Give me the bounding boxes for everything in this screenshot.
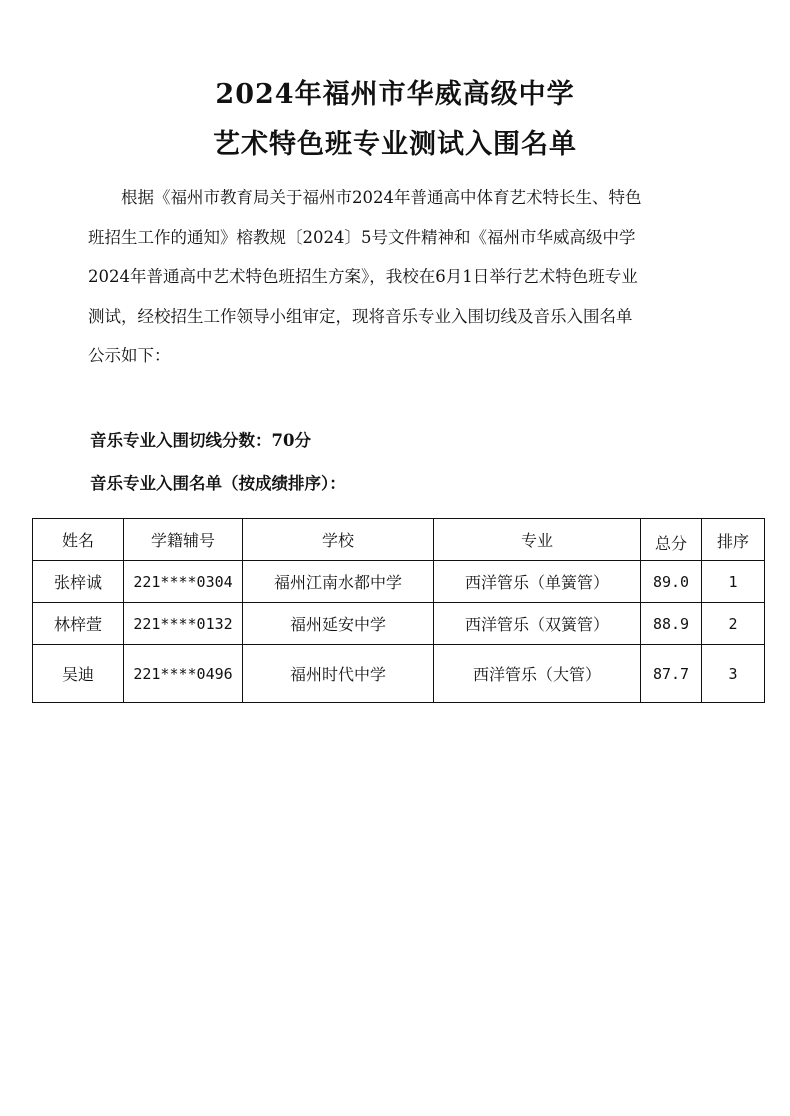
cell-student-id: 221****0304 <box>124 561 243 603</box>
cell-school: 福州江南水都中学 <box>243 561 434 603</box>
cell-school: 福州时代中学 <box>243 645 434 703</box>
body-line: 测试，经校招生工作领导小组审定，现将音乐专业入围切线及音乐入围名单 <box>88 306 633 326</box>
header-total-score: 总分 <box>641 519 702 561</box>
header-major: 专业 <box>434 519 641 561</box>
table-row <box>33 645 765 703</box>
table-row <box>33 603 765 645</box>
body-paragraph <box>88 178 698 376</box>
body-line: 公示如下： <box>88 346 171 366</box>
header-rank: 排序 <box>702 519 765 561</box>
cell-total-score: 87.7 <box>641 645 702 703</box>
cell-major: 西洋管乐（大管） <box>434 645 641 703</box>
cell-major: 西洋管乐（单簧管） <box>434 561 641 603</box>
cell-name: 张梓诚 <box>33 561 124 603</box>
cell-major: 西洋管乐（双簧管） <box>434 603 641 645</box>
cell-total-score: 89.0 <box>641 561 702 603</box>
cell-school: 福州延安中学 <box>243 603 434 645</box>
header-school: 学校 <box>243 519 434 561</box>
cell-rank: 3 <box>702 645 765 703</box>
cell-rank: 1 <box>702 561 765 603</box>
body-line: 班招生工作的通知》榕教规〔2024〕5号文件精神和《福州市华威高级中学 <box>88 227 636 247</box>
table-row <box>33 561 765 603</box>
document-title-line-1: 2024年福州市华威高级中学 <box>215 79 575 110</box>
cell-name: 林梓萱 <box>33 603 124 645</box>
body-line: 根据《福州市教育局关于福州市2024年普通高中体育艺术特长生、特色 <box>121 188 642 207</box>
cutoff-score-label: 音乐专业入围切线分数：70分 <box>90 431 311 450</box>
result-list-label: 音乐专业入围名单（按成绩排序）： <box>90 474 346 493</box>
cell-rank: 2 <box>702 603 765 645</box>
result-table <box>32 518 765 703</box>
header-student-id: 学籍辅号 <box>124 519 243 561</box>
body-line: 2024年普通高中艺术特色班招生方案》，我校在6月1日举行艺术特色班专业 <box>88 267 638 287</box>
cell-total-score: 88.9 <box>641 603 702 645</box>
header-name: 姓名 <box>33 519 124 561</box>
document-title-line-2: 艺术特色班专业测试入围名单 <box>213 129 577 160</box>
cell-name: 吴迪 <box>33 645 124 703</box>
cell-student-id: 221****0132 <box>124 603 243 645</box>
table-header-row <box>33 519 765 561</box>
cell-student-id: 221****0496 <box>124 645 243 703</box>
